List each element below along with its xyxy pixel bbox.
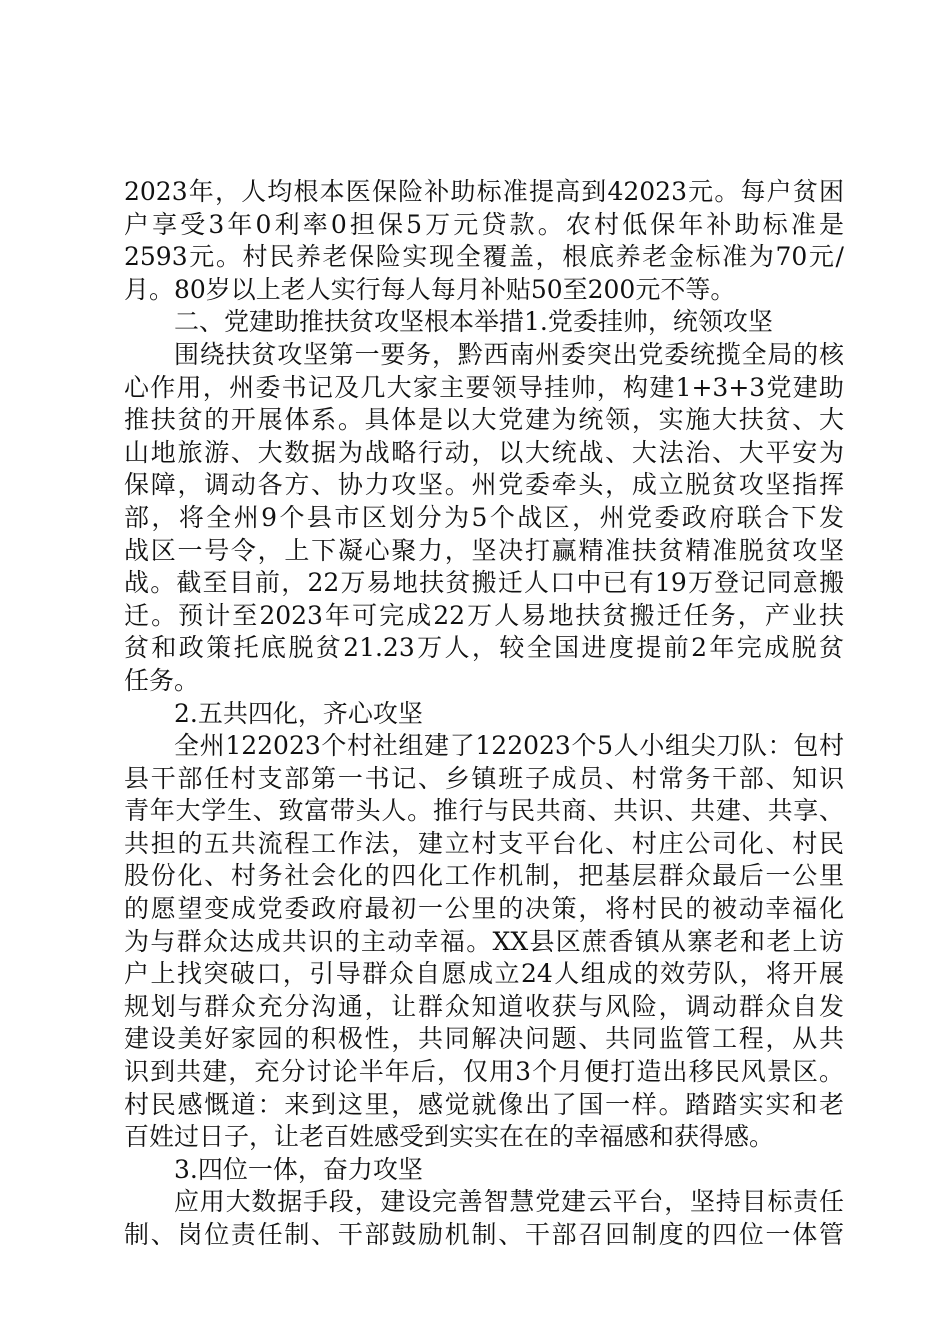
text-line: 心作用，州委书记及几大家主要领导挂帅，构建1+3+3党建助 [124, 372, 844, 402]
text-line: 任务。 [124, 665, 200, 695]
text-line: 的愿望变成党委政府最初一公里的决策，将村民的被动幸福化 [124, 894, 844, 924]
text-line: 推扶贫的开展体系。具体是以大党建为统领，实施大扶贫、大 [124, 405, 844, 435]
text-line: 战区一号令，上下凝心聚力，坚决打赢精准扶贫精准脱贫攻坚 [124, 535, 844, 565]
text-line: 青年大学生、致富带头人。推行与民共商、共识、共建、共享、 [124, 796, 844, 826]
text-line: 识到共建，充分讨论半年后，仅用3个月便打造出移民风景区。 [124, 1057, 844, 1087]
text-line: 山地旅游、大数据为战略行动，以大统战、大法治、大平安为 [124, 437, 844, 467]
text-line: 共担的五共流程工作法，建立村支平台化、村庄公司化、村民 [124, 828, 844, 858]
text-line: 围绕扶贫攻坚第一要务，黔西南州委突出党委统揽全局的核 [174, 339, 844, 369]
text-line: 二、党建助推扶贫攻坚根本举措1.党委挂帅，统领攻坚 [174, 307, 773, 337]
text-line: 2023年，人均根本医保险补助标准提高到42023元。每户贫困 [124, 177, 844, 206]
text-line: 全州122023个村社组建了122023个5人小组尖刀队：包村 [174, 731, 844, 761]
document-body [124, 176, 844, 1252]
text-line: 规划与群众充分沟通，让群众知道收获与风险，调动群众自发 [124, 991, 844, 1021]
text-line: 月。80岁以上老人实行每人每月补贴50至200元不等。 [124, 274, 736, 304]
text-line: 制、岗位责任制、干部鼓励机制、干部召回制度的四位一体管 [124, 1220, 844, 1249]
text-line: 户上找突破口，引导群众自愿成立24人组成的效劳队，将开展 [124, 959, 844, 989]
text-line: 贫和政策托底脱贫21.23万人，较全国进度提前2年完成脱贫 [124, 633, 844, 663]
text-line: 保障，调动各方、协力攻坚。州党委牵头，成立脱贫攻坚指挥 [124, 470, 844, 500]
text-line: 应用大数据手段，建设完善智慧党建云平台，坚持目标责任 [174, 1187, 844, 1217]
text-line: 股份化、村务社会化的四化工作机制，把基层群众最后一公里 [124, 861, 844, 891]
text-line: 迁。预计至2023年可完成22万人易地扶贫搬迁任务，产业扶 [124, 600, 844, 630]
text-line: 百姓过日子，让老百姓感受到实实在在的幸福感和获得感。 [124, 1122, 775, 1152]
text-line: 县干部任村支部第一书记、乡镇班子成员、村常务干部、知识 [124, 763, 844, 793]
text-line: 部，将全州9个县市区划分为5个战区，州党委政府联合下发 [124, 502, 844, 532]
text-line: 战。截至目前，22万易地扶贫搬迁人口中已有19万登记同意搬 [124, 568, 844, 598]
text-line: 3.四位一体，奋力攻坚 [174, 1154, 423, 1184]
text-line: 2.五共四化，齐心攻坚 [174, 698, 423, 728]
text-line: 建设美好家园的积极性，共同解决问题、共同监管工程，从共 [124, 1024, 844, 1054]
text-line: 户享受3年0利率0担保5万元贷款。农村低保年补助标准是 [124, 209, 844, 239]
text-line: 村民感慨道：来到这里，感觉就像出了国一样。踏踏实实和老 [124, 1089, 844, 1119]
text-line: 为与群众达成共识的主动幸福。XX县区蔗香镇从寨老和老上访 [124, 926, 844, 956]
text-line: 2593元。村民养老保险实现全覆盖，根底养老金标准为70元/ [124, 242, 844, 272]
